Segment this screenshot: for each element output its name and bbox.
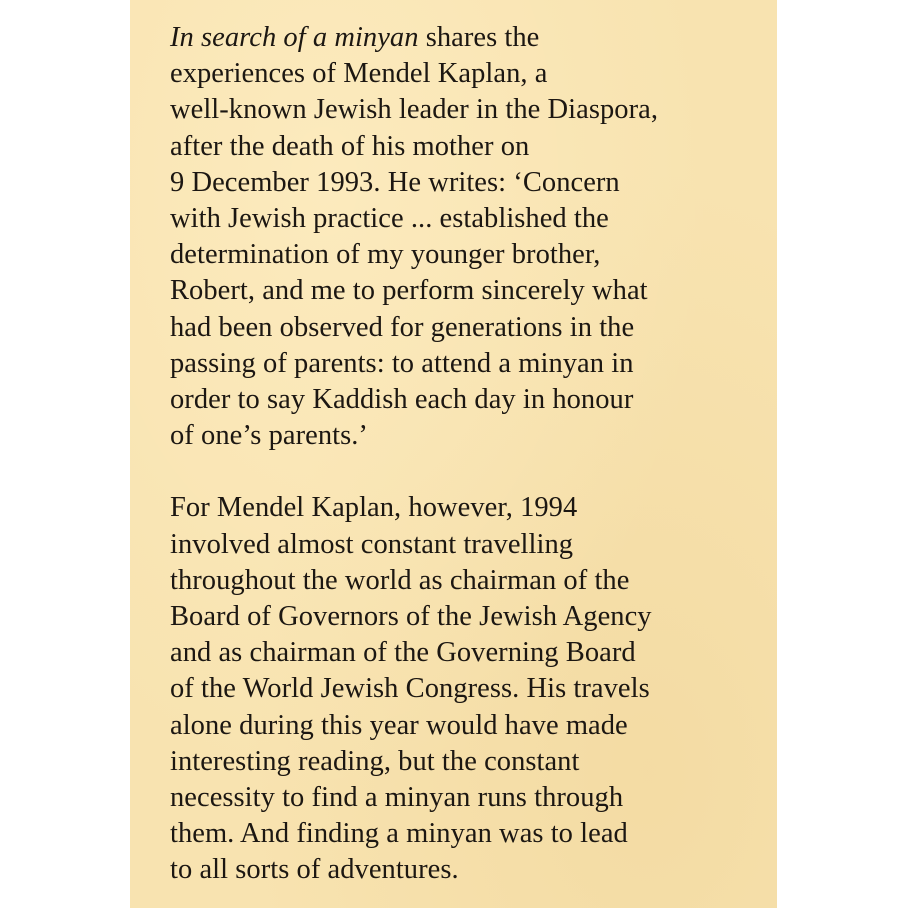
blurb-line: of one’s parents.’ — [170, 420, 368, 452]
jacket-blurb — [170, 20, 770, 889]
blurb-line: with Jewish practice ... established the — [170, 203, 609, 235]
blurb-line: interesting reading, but the constant — [170, 745, 580, 777]
blurb-line: well-known Jewish leader in the Diaspora, — [170, 94, 658, 126]
blurb-line: order to say Kaddish each day in honour — [170, 384, 634, 416]
book-title: In search of a minyan — [170, 22, 419, 53]
blurb-line: determination of my younger brother, — [170, 239, 601, 271]
blurb-line: involved almost constant travelling — [170, 528, 574, 560]
blurb-line: Robert, and me to perform sincerely what — [170, 275, 648, 307]
blurb-line-text: shares the — [418, 22, 540, 53]
blurb-line: of the World Jewish Congress. His travels — [170, 673, 650, 705]
blurb-line: necessity to find a minyan runs through — [170, 782, 624, 814]
blurb-line: For Mendel Kaplan, however, 1994 — [170, 492, 578, 524]
blurb-line: them. And finding a minyan was to lead — [170, 818, 628, 850]
blurb-line: had been observed for generations in the — [170, 311, 635, 343]
blurb-line: alone during this year would have made — [170, 709, 628, 741]
blurb-line: passing of parents: to attend a minyan in — [170, 347, 634, 379]
blurb-line: throughout the world as chairman of the — [170, 564, 630, 596]
blurb-line: to all sorts of adventures. — [170, 854, 459, 886]
blurb-paragraph-1 — [170, 20, 770, 454]
book-jacket-flap — [130, 0, 777, 908]
blurb-line: and as chairman of the Governing Board — [170, 637, 636, 669]
blurb-paragraph-2 — [170, 490, 770, 888]
blurb-line — [170, 20, 770, 56]
blurb-line: 9 December 1993. He writes: ‘Concern — [170, 166, 620, 198]
blurb-line: after the death of his mother on — [170, 130, 530, 162]
blurb-line: Board of Governors of the Jewish Agency — [170, 601, 652, 633]
blurb-line: experiences of Mendel Kaplan, a — [170, 58, 548, 90]
